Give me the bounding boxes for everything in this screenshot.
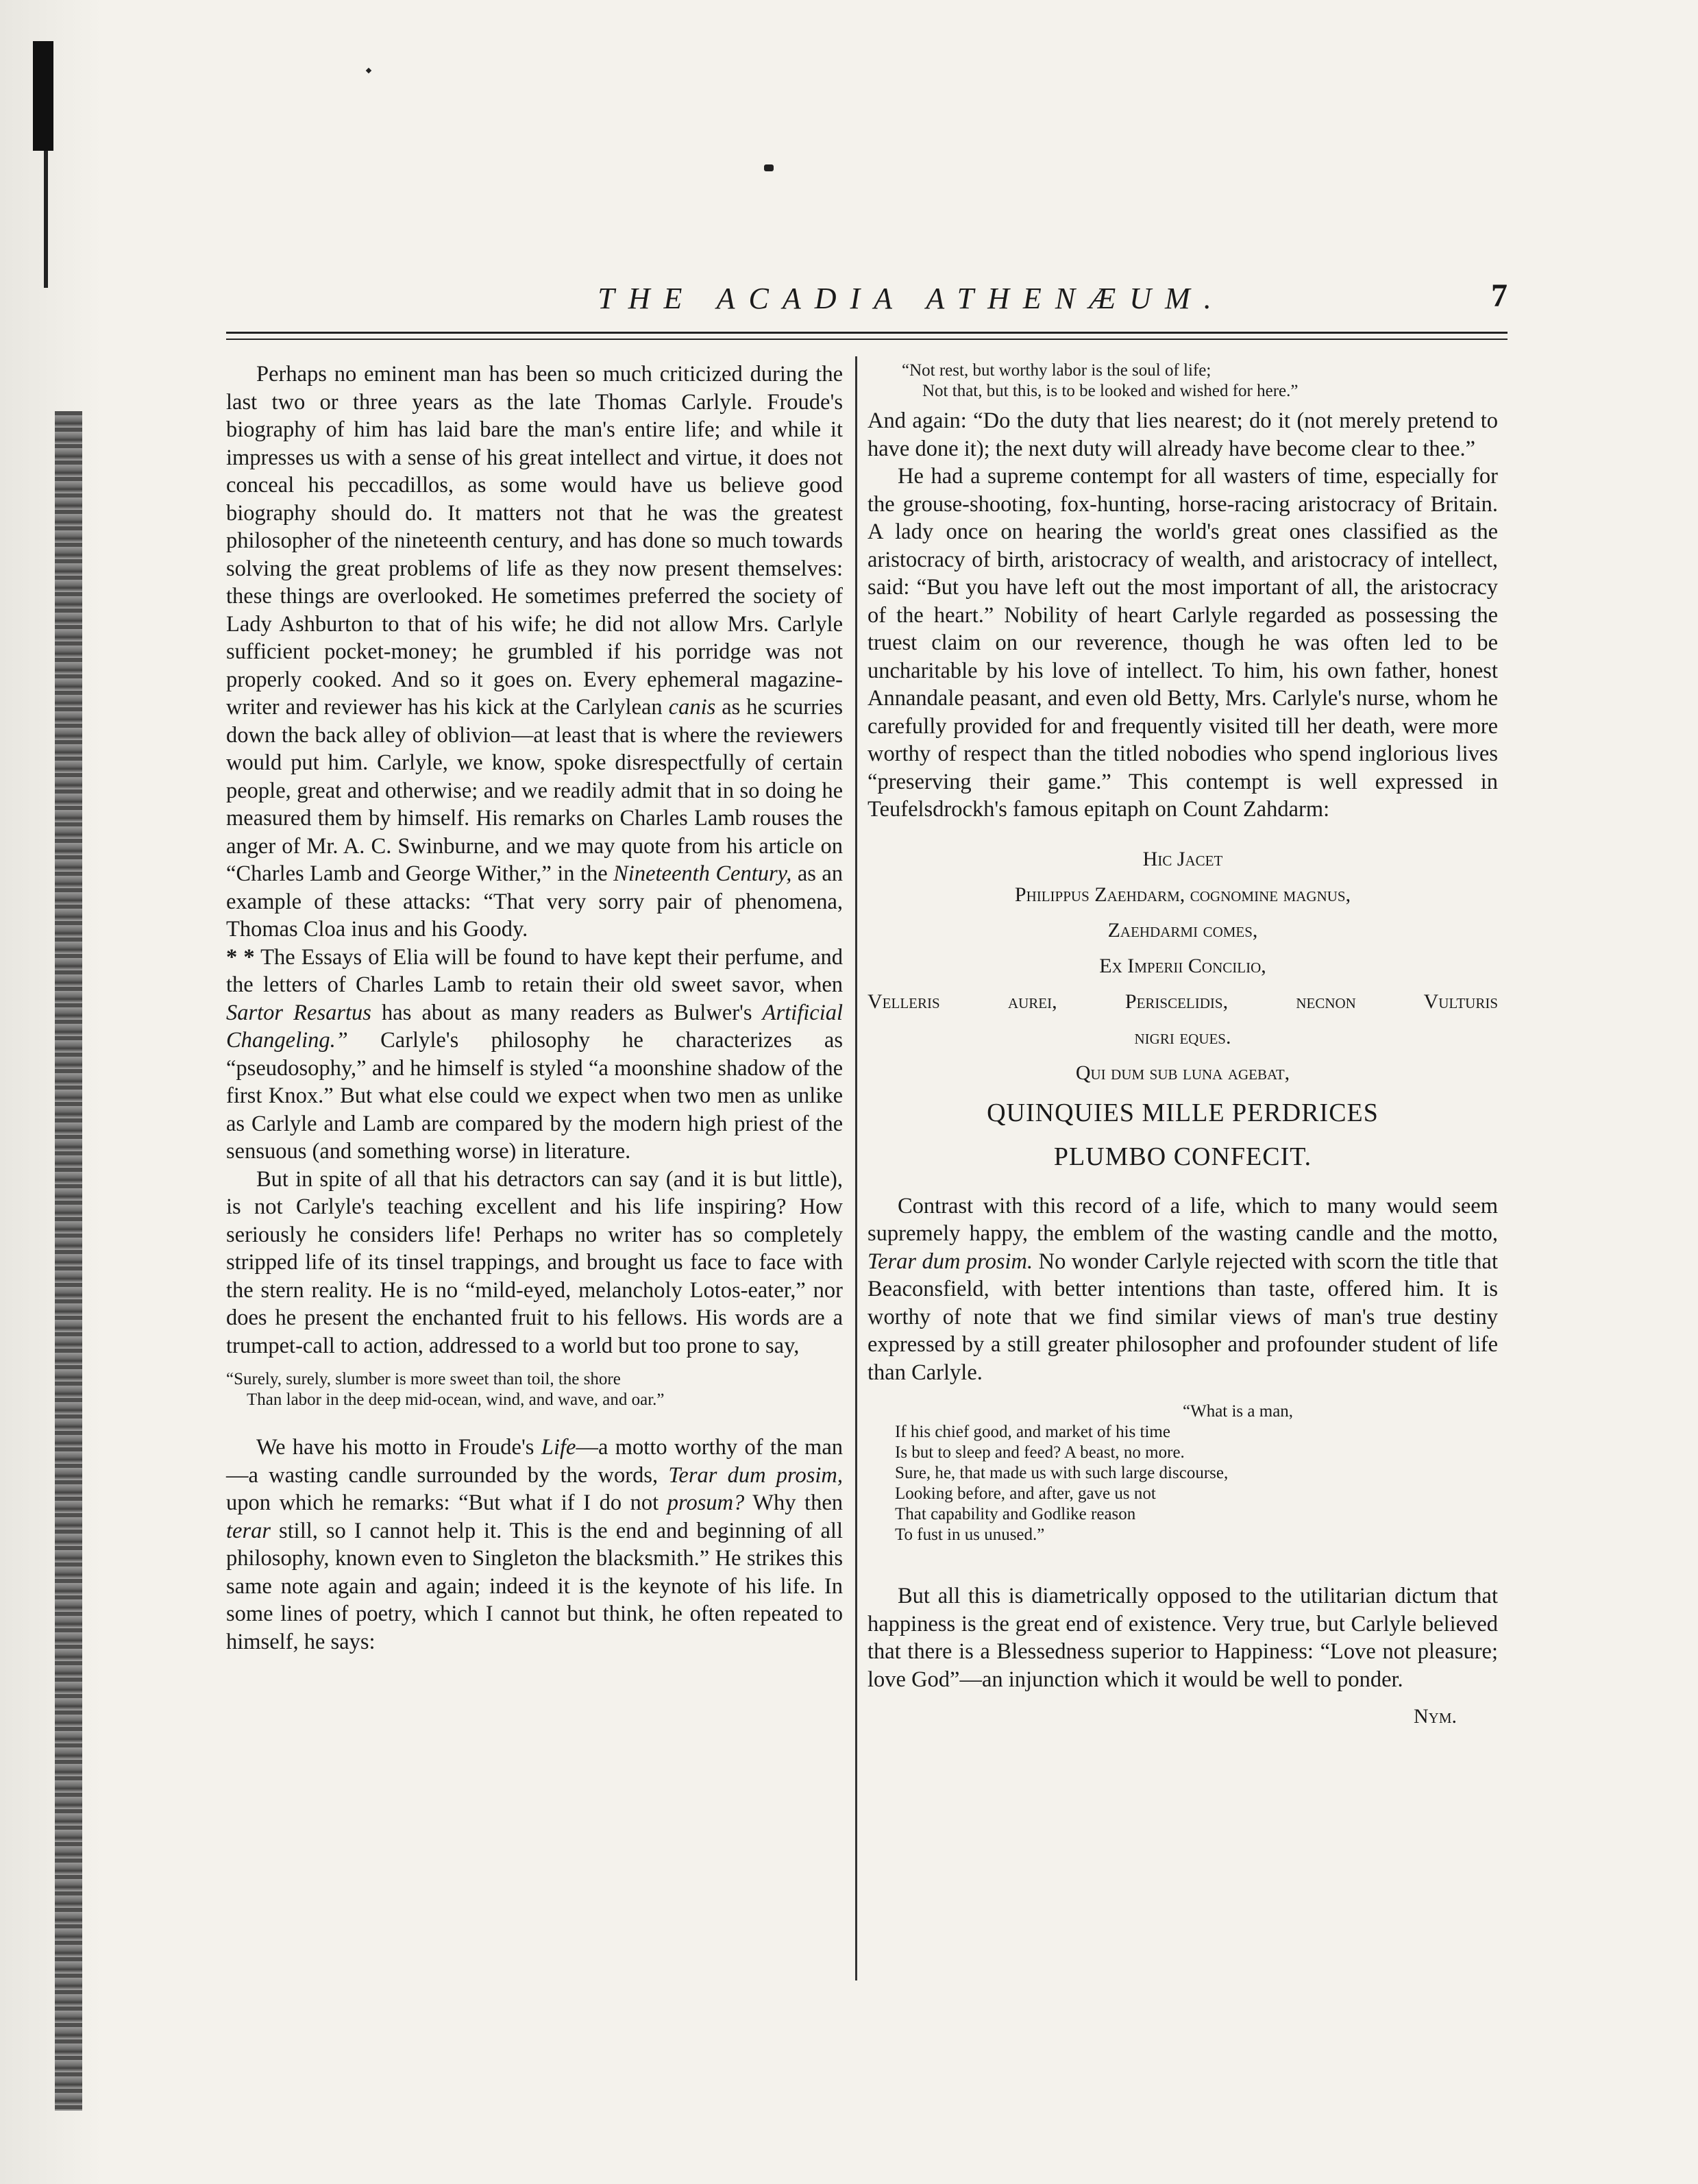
paragraph-motto: We have his motto in Froude's Life—a motto worthy of the man—a wasting candle surrounded by the words, Terar dum prosim, upon which he remarks: “But what if I do not prosum? Why then terar still, so I cannot help it. This is the end and beginning of all philosophy, known even to Singleton the blacksmith.” He strikes this same note again and again; indeed it is the keynote of his life. In some lines of poetry, which I cannot but think, he often repeated to himself, he says: — [226, 1435, 844, 1654]
poem-line: Is but to sleep and feed? A beast, no more. — [895, 1443, 1185, 1462]
author-signature: Nym. — [1413, 1705, 1457, 1728]
ink-speck — [764, 164, 774, 171]
epitaph-line: Ex Imperii Concilio, — [1099, 954, 1266, 977]
header-rule-top — [226, 332, 1508, 334]
column-divider — [855, 356, 857, 1980]
header-rule-bottom — [226, 339, 1508, 340]
epitaph-zahdarm — [868, 842, 1498, 1179]
poem-line: To fust in us unused.” — [895, 1525, 1045, 1544]
poem-line: “What is a man, — [1183, 1402, 1294, 1421]
epitaph-line: Zaehdarmi comes, — [1107, 918, 1258, 942]
epitaph-line: QUINQUIES MILLE PERDRICES — [987, 1098, 1379, 1127]
quote-worthy-labor: “Not rest, but worthy labor is the soul of life; Not that, but this, is to be looked and wished for here.” — [902, 361, 1299, 400]
masthead-title: THE ACADIA ATHENÆUM. — [598, 282, 1225, 315]
paragraph-criticism: Perhaps no eminent man has been so much criticized during the last two or three years as the late Thomas Carlyle. Froude's biography of him has laid bare the man's entire life; and while it impresses us with a sense of his great intellect and virtue, it does not conceal his peccadillos, as some would have us believe good biography should do. It matters not that he was the greatest philosopher of the nineteenth century, and has done so much towards solving the great problems of life as they now present themselves: these things are overlooked. He sometimes preferred the society of Lady Ashburton to that of his wife; he did not allow Mrs. Carlyle sufficient pocket-money; he grumbled if his porridge was not properly cooked. And so it goes on. Every ephemeral magazine-writer and reviewer has his kick at the Carlylean canis as he scurries down the back alley of oblivion—at least that is where the reviewers would put him. Carlyle, we know, spoke disrespectfully of certain people, great and otherwise; and we readily admit that in so doing he measured them by himself. His remarks on Charles Lamb rouses the anger of Mr. A. C. Swinburne, and we may quote from his article on “Charles Lamb and George Wither,” in the Nineteenth Century, as an example of these attacks: “That very sorry pair of phenomena, Thomas Cloa inus and his Goody. * * The Essays of Elia will be found to have kept their perfume, and the letters of Charles Lamb to retain their old sweet savor, when Sartor Resartus has about as many readers as Bulwer's Artificial Changeling.” Carlyle's philosophy he characterizes as “pseudosophy,” and he himself is styled “a moonshine shadow of the first Knox.” But what else could we expect when two men as unlike as Carlyle and Lamb are compared by the modern high priest of the sensuous (and something worse) in literature. — [226, 362, 844, 1164]
poem-hamlet — [895, 1401, 1498, 1545]
binding-mark — [33, 41, 53, 151]
epitaph-line: Philippus Zaehdarm, cognomine magnus, — [1014, 883, 1351, 906]
epitaph-line: Velleris aurei, Periscelidis, necnon Vulturis — [868, 990, 1498, 1013]
binding-line — [44, 151, 48, 288]
poem-line: Looking before, and after, gave us not — [895, 1484, 1156, 1503]
epitaph-line: nigri eques. — [1134, 1025, 1231, 1048]
quote-lotos: “Surely, surely, slumber is more sweet than toil, the shore Than labor in the deep mid-ocean, wind, and wave, and oar.” — [226, 1370, 665, 1409]
left-column — [226, 360, 843, 1656]
paragraph-contrast: Contrast with this record of a life, which to many would seem supremely happy, the emblem of the wasting candle and the motto, Terar dum prosim. No wonder Carlyle rejected with scorn the title that Beaconsfield, with better intentions than taste, offered him. It is worthy of note that we find similar views of man's true destiny expressed by a still greater philosopher and profounder student of life than Carlyle. — [868, 1193, 1498, 1385]
paragraph-aristocracy: He had a supreme contempt for all wasters of time, especially for the grouse-shooting, fox-hunting, horse-racing aristocracy of Britain. A lady once on hearing the world's great ones classified as the aristocracy of birth, aristocracy of wealth, and aristocracy of intellect, said: “But you have left out the most important of all, the aristocracy of the heart.” Nobility of heart Carlyle regarded as possessing the truest claim on our reverence, though he was often led to be uncharitable by his love of intellect. To him, his own father, honest Annandale peasant, and even old Betty, Mrs. Carlyle's nurse, whom he carefully provided for and frequently visited till her death, were more worthy of respect than the titled nobodies who spend inglorious lives “preserving their game.” This contempt is well expressed in Teufelsdrockh's famous epitaph on Count Zahdarm: — [868, 464, 1498, 822]
paragraph-teaching: But in spite of all that his detractors can say (and it is but little), is not Carlyle's teaching excellent and his life inspiring? How seriously he considers life! Perhaps no writer has so completely stripped life of its tinsel trappings, and brought us face to face with the stern reality. He is no “mild-eyed, melancholy Lotos-eater,” nor does he present the enchanted fruit to his fellows. His words are a trumpet-call to action, addressed to a world but too prone to say, — [226, 1166, 843, 1358]
poem-line: If his chief good, and market of his time — [895, 1423, 1170, 1441]
scanned-page-edge — [55, 411, 82, 2111]
page-binding-edge — [0, 0, 103, 2184]
epitaph-line: PLUMBO CONFECIT. — [1053, 1142, 1312, 1171]
paragraph-duty: And again: “Do the duty that lies nearest; do it (not merely pretend to have done it); the next duty will already have become clear to thee.” — [868, 408, 1498, 461]
page-number: 7 — [1491, 278, 1508, 314]
ink-speck — [366, 68, 371, 73]
page-header — [226, 278, 1508, 322]
epitaph-line: Hic Jacet — [1142, 847, 1223, 870]
paragraph-utilitarian: But all this is diametrically opposed to the utilitarian dictum that happiness is the great end of existence. Very true, but Carlyle believed that there is a Blessedness superior to Happiness: “Love not pleasure; love God”—an injunction which it would be well to ponder. — [868, 1584, 1498, 1692]
epitaph-line: Qui dum sub luna agebat, — [1075, 1061, 1290, 1084]
poem-line: That capability and Godlike reason — [895, 1505, 1136, 1523]
poem-line: Sure, he, that made us with such large discourse, — [895, 1464, 1229, 1482]
right-column — [868, 360, 1498, 1731]
